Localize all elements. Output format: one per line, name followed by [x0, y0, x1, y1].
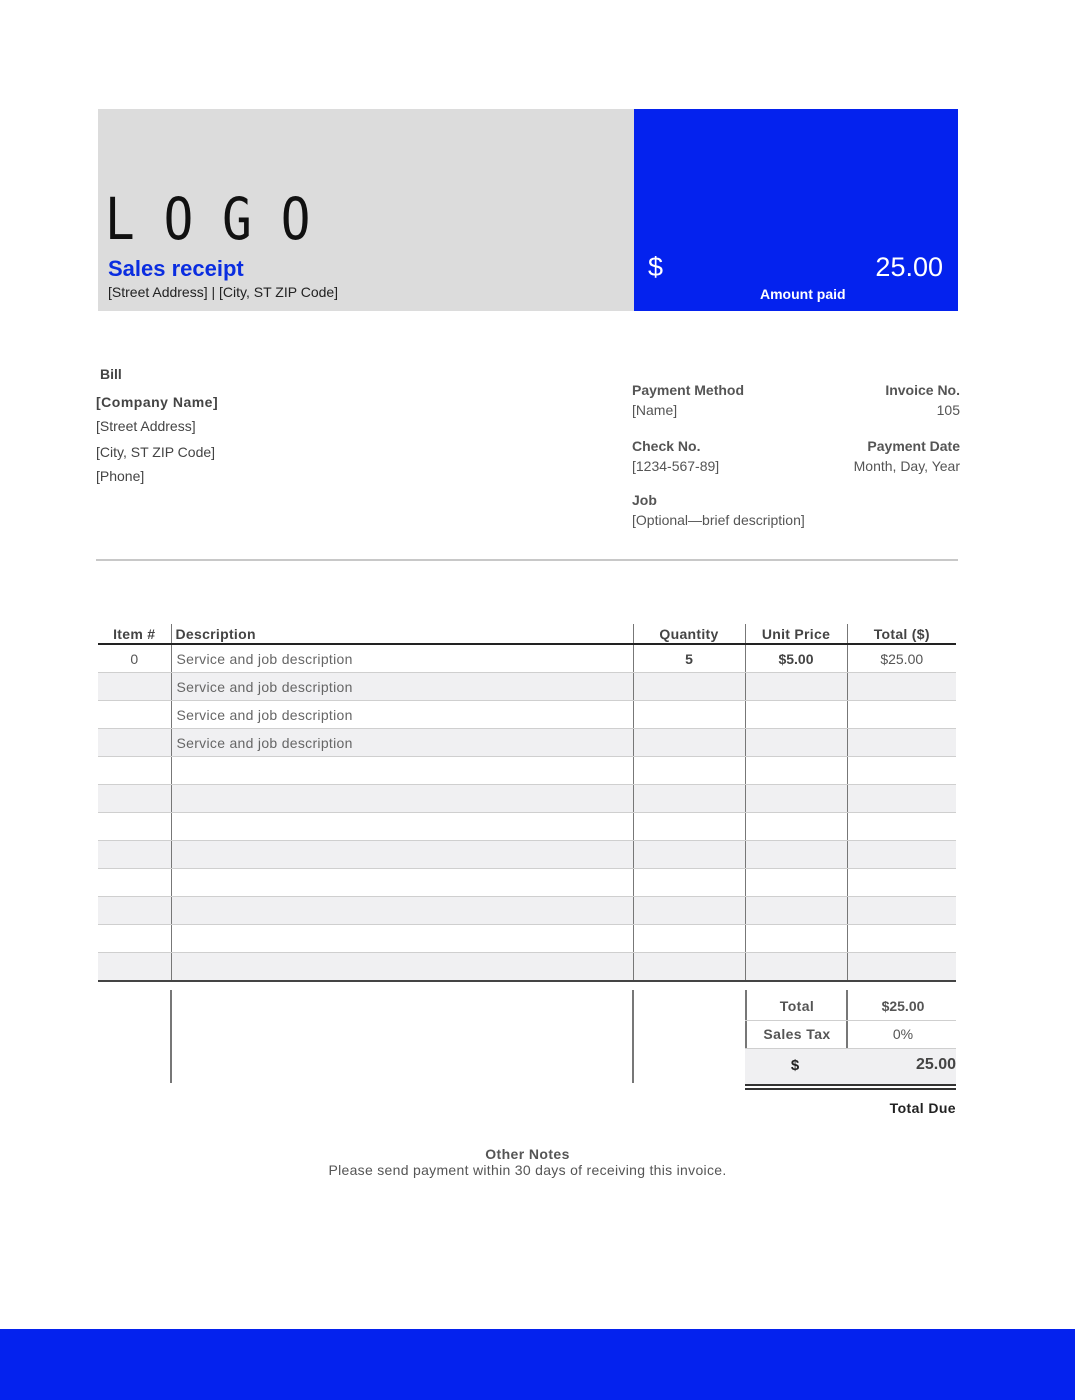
- sales-tax-value: 0%: [892, 1026, 914, 1042]
- line-total-cell: [847, 785, 956, 813]
- unit-price-cell: [745, 757, 847, 785]
- description-cell: [171, 841, 633, 869]
- table-row: [98, 673, 956, 701]
- quantity-cell: [633, 953, 745, 982]
- description-cell: [171, 897, 633, 925]
- item-number-cell: [98, 813, 171, 841]
- item-number-cell: [98, 673, 171, 701]
- bill-heading: Bill: [100, 366, 122, 382]
- table-row: [98, 813, 956, 841]
- item-number-cell: [98, 841, 171, 869]
- job-value: [Optional—brief description]: [632, 512, 805, 528]
- description-cell: [171, 785, 633, 813]
- table-row: [98, 729, 956, 757]
- column-header-item: Item #: [98, 624, 171, 644]
- description-cell: [171, 869, 633, 897]
- description-cell: [171, 925, 633, 953]
- amount-paid-value: 25.00: [875, 252, 943, 282]
- item-number-cell: [98, 729, 171, 757]
- total-label: Total: [779, 998, 815, 1014]
- item-number-cell: [98, 701, 171, 729]
- table-row: [98, 925, 956, 953]
- unit-price-cell: [745, 813, 847, 841]
- totals-divider: [745, 1020, 956, 1021]
- footer-bar: [0, 1329, 1075, 1400]
- payment-date-value: Month, Day, Year: [853, 458, 960, 474]
- column-header-description: Description: [171, 624, 633, 644]
- unit-price-cell: [745, 701, 847, 729]
- unit-price-cell: [745, 953, 847, 982]
- table-row: [98, 757, 956, 785]
- unit-price-cell: [745, 869, 847, 897]
- check-no-value: [1234-567-89]: [632, 458, 720, 474]
- job-label: Job: [632, 492, 657, 508]
- document-title: Sales receipt: [108, 256, 244, 281]
- quantity-cell: [633, 813, 745, 841]
- item-number-cell: [98, 785, 171, 813]
- total-due-underline: [745, 1088, 956, 1090]
- line-total-cell: [847, 841, 956, 869]
- quantity-cell: 5: [633, 644, 745, 673]
- items-table: [98, 624, 956, 982]
- payment-date-label: Payment Date: [867, 438, 960, 454]
- column-header-unit-price: Unit Price: [745, 624, 847, 644]
- unit-price-cell: [745, 673, 847, 701]
- bill-phone: [Phone]: [96, 468, 145, 484]
- bill-street-address: [Street Address]: [96, 418, 196, 434]
- quantity-cell: [633, 785, 745, 813]
- line-total-cell: $25.00: [847, 644, 956, 673]
- bill-company-name: [Company Name]: [96, 394, 219, 410]
- table-row: [98, 644, 956, 673]
- line-total-cell: [847, 729, 956, 757]
- invoice-no-label: Invoice No.: [885, 382, 960, 398]
- quantity-cell: [633, 925, 745, 953]
- item-number-cell: [98, 897, 171, 925]
- item-number-cell: 0: [98, 644, 171, 673]
- check-no-label: Check No.: [632, 438, 701, 454]
- description-cell: [171, 813, 633, 841]
- unit-price-cell: [745, 841, 847, 869]
- company-logo: LOGO: [105, 185, 340, 253]
- total-value: $25.00: [881, 998, 925, 1014]
- line-total-cell: [847, 897, 956, 925]
- description-cell: [171, 953, 633, 982]
- payment-method-label: Payment Method: [632, 382, 745, 398]
- unit-price-cell: $5.00: [745, 644, 847, 673]
- sales-tax-label: Sales Tax: [763, 1026, 831, 1042]
- section-divider: [96, 559, 958, 561]
- unit-price-cell: [745, 925, 847, 953]
- total-due-currency: $: [790, 1057, 800, 1074]
- description-cell: Service and job description: [171, 701, 633, 729]
- quantity-cell: [633, 673, 745, 701]
- table-row: [98, 841, 956, 869]
- company-address: [Street Address] | [City, ST ZIP Code]: [108, 284, 339, 300]
- quantity-cell: [633, 701, 745, 729]
- quantity-cell: [633, 757, 745, 785]
- table-row: [98, 785, 956, 813]
- quantity-cell: [633, 869, 745, 897]
- total-due-value: 25.00: [915, 1056, 956, 1073]
- item-number-cell: [98, 869, 171, 897]
- item-number-cell: [98, 953, 171, 982]
- table-row: [98, 953, 956, 982]
- table-header-row: [98, 624, 956, 644]
- column-header-total: Total ($): [847, 624, 956, 644]
- line-total-cell: [847, 673, 956, 701]
- line-total-cell: [847, 701, 956, 729]
- line-total-cell: [847, 953, 956, 982]
- invoice-no-value: 105: [936, 402, 960, 418]
- payment-method-value: [Name]: [632, 402, 678, 418]
- table-row: [98, 897, 956, 925]
- description-cell: [171, 757, 633, 785]
- description-cell: Service and job description: [171, 729, 633, 757]
- description-cell: Service and job description: [171, 644, 633, 673]
- bill-city: [City, ST ZIP Code]: [96, 444, 216, 460]
- table-row: [98, 701, 956, 729]
- unit-price-cell: [745, 729, 847, 757]
- amount-currency-symbol: $: [648, 252, 664, 282]
- amount-paid-label: Amount paid: [760, 286, 846, 302]
- quantity-cell: [633, 897, 745, 925]
- other-notes-title: Other Notes: [485, 1146, 570, 1162]
- total-due-label: Total Due: [889, 1100, 956, 1116]
- quantity-cell: [633, 841, 745, 869]
- line-total-cell: [847, 869, 956, 897]
- item-number-cell: [98, 757, 171, 785]
- item-number-cell: [98, 925, 171, 953]
- line-total-cell: [847, 757, 956, 785]
- description-cell: Service and job description: [171, 673, 633, 701]
- unit-price-cell: [745, 785, 847, 813]
- table-row: [98, 869, 956, 897]
- column-header-quantity: Quantity: [633, 624, 745, 644]
- column-divider: [170, 990, 172, 1083]
- line-total-cell: [847, 925, 956, 953]
- column-divider: [632, 990, 634, 1083]
- other-notes-text: Please send payment within 30 days of receiving this invoice.: [328, 1162, 727, 1178]
- line-total-cell: [847, 813, 956, 841]
- total-due-underline: [745, 1084, 956, 1086]
- unit-price-cell: [745, 897, 847, 925]
- quantity-cell: [633, 729, 745, 757]
